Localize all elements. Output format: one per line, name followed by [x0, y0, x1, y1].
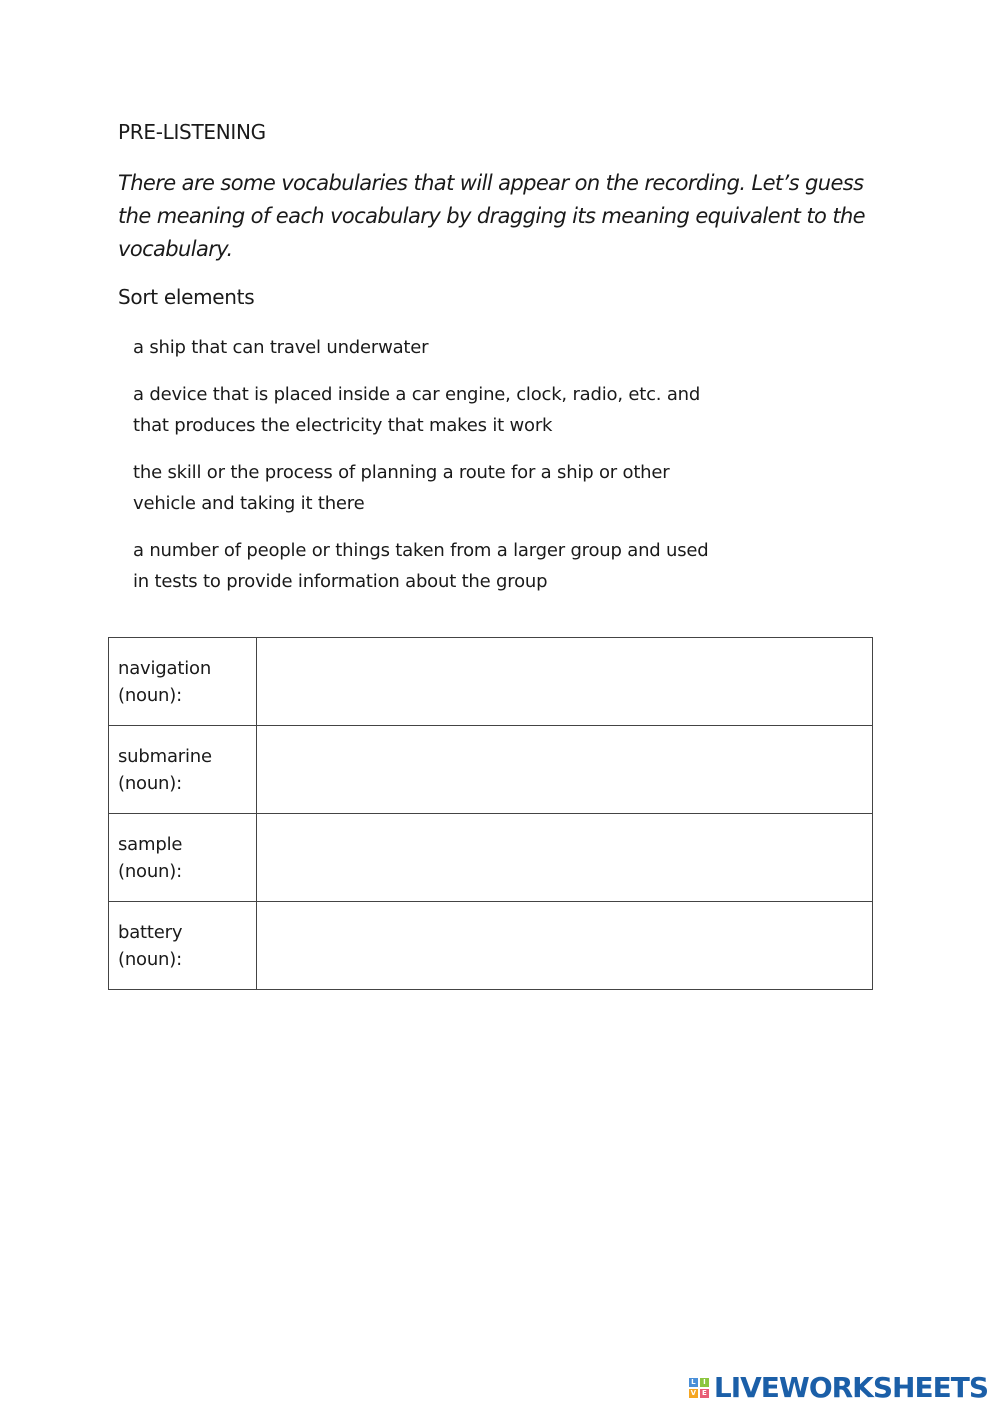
- drop-zone-navigation[interactable]: [257, 638, 873, 726]
- vocabulary-table: [108, 637, 873, 990]
- term-word: sample: [118, 833, 183, 855]
- vocab-term-battery: [109, 902, 257, 990]
- term-part-of-speech: (noun):: [118, 684, 182, 706]
- vocab-term-submarine: [109, 726, 257, 814]
- logo-mark-letter: L: [689, 1378, 698, 1387]
- vocab-term-sample: [109, 814, 257, 902]
- sort-item-submarine-definition[interactable]: a ship that can travel underwater: [133, 337, 429, 358]
- drop-zone-sample[interactable]: [257, 814, 873, 902]
- drop-zone-submarine[interactable]: [257, 726, 873, 814]
- logo-mark-letter: I: [700, 1378, 709, 1387]
- page-heading: PRE-LISTENING: [118, 120, 266, 144]
- sort-item-sample-definition[interactable]: a number of people or things taken from a larger group and used in tests to provide information about the group: [133, 540, 709, 592]
- table-row: [109, 638, 873, 726]
- logo-text: LIVEWORKSHEETS: [713, 1371, 988, 1404]
- vocab-term-navigation: [109, 638, 257, 726]
- sort-elements-title: Sort elements: [118, 285, 255, 309]
- liveworksheets-logo-icon: [689, 1378, 709, 1398]
- table-row: [109, 814, 873, 902]
- table-row: [109, 902, 873, 990]
- logo-mark-letter: E: [700, 1389, 709, 1398]
- liveworksheets-logo[interactable]: [689, 1371, 988, 1404]
- term-word: battery: [118, 921, 183, 943]
- instructions-text: There are some vocabularies that will appear on the recording. Let’s guess the meaning of each vocabulary by dragging its meaning equivalent to the vocabulary.: [118, 171, 865, 261]
- term-part-of-speech: (noun):: [118, 860, 182, 882]
- term-word: submarine: [118, 745, 212, 767]
- logo-mark-letter: V: [690, 1388, 697, 1397]
- sort-item-battery-definition[interactable]: a device that is placed inside a car engine, clock, radio, etc. and that produces the electricity that makes it work: [133, 384, 701, 436]
- sort-item-navigation-definition[interactable]: the skill or the process of planning a route for a ship or other vehicle and taking it there: [133, 462, 670, 514]
- term-part-of-speech: (noun):: [118, 948, 182, 970]
- term-word: navigation: [118, 657, 212, 679]
- term-part-of-speech: (noun):: [118, 772, 182, 794]
- sort-elements-list: [133, 332, 723, 613]
- drop-zone-battery[interactable]: [257, 902, 873, 990]
- table-row: [109, 726, 873, 814]
